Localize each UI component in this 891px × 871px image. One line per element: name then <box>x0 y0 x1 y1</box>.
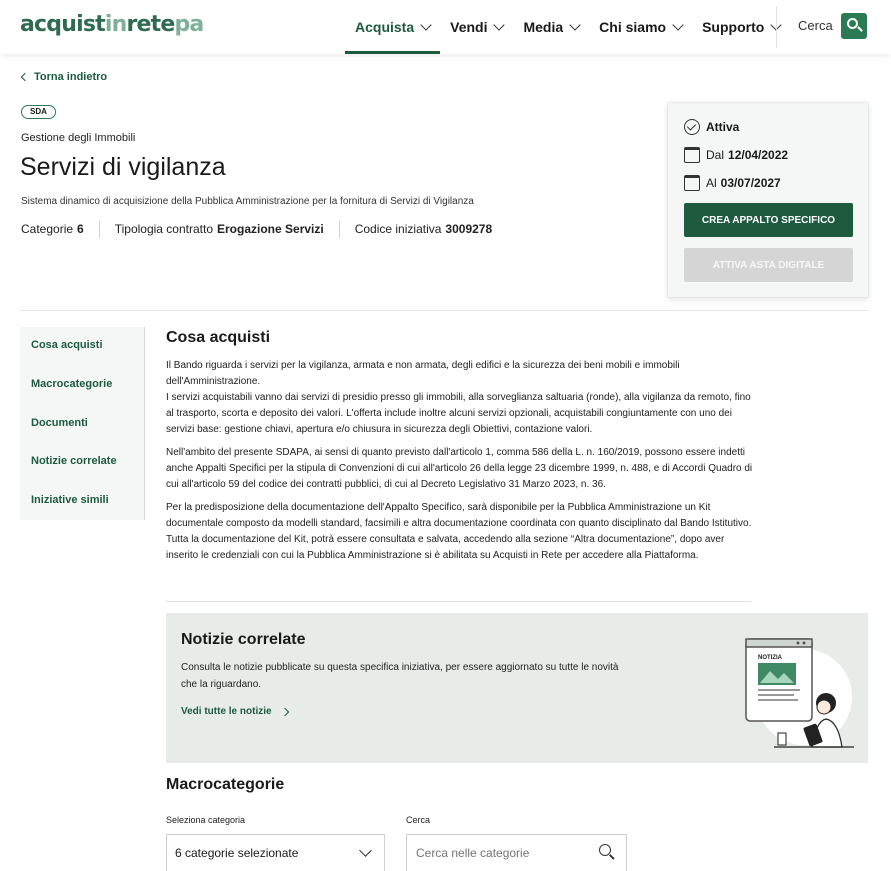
nav-item-vendi[interactable]: Vendi <box>440 0 513 54</box>
create-specific-tender-button[interactable]: CREA APPALTO SPECIFICO <box>684 203 853 237</box>
status-row <box>684 119 739 135</box>
status-label: Attiva <box>706 120 740 134</box>
category-search-input[interactable] <box>406 834 627 871</box>
meta-categorie: Categorie 6 <box>21 222 84 236</box>
chevron-down-icon <box>494 19 505 30</box>
header-divider <box>776 6 777 48</box>
related-news-title: Notizie correlate <box>181 631 306 648</box>
end-date-row: Al 03/07/2027 <box>684 175 781 191</box>
sidenav-item-macrocategorie[interactable]: Macrocategorie <box>31 378 113 390</box>
cosa-acquisti-title: Cosa acquisti <box>166 329 271 346</box>
initiative-type-badge: SDA <box>21 105 56 119</box>
page-sidenav <box>20 327 145 520</box>
meta-codice-iniziativa: Codice iniziativa 3009278 <box>339 220 507 238</box>
see-all-news-link[interactable]: Vedi tutte le notizie <box>181 706 288 717</box>
news-reading-illustration-icon <box>734 635 856 755</box>
calendar-icon <box>684 175 700 191</box>
chevron-right-icon <box>280 707 288 715</box>
activate-digital-auction-button: ATTIVA ASTA DIGITALE <box>684 248 853 282</box>
page-title: Servizi di vigilanza <box>20 153 226 181</box>
sidenav-item-documenti[interactable]: Documenti <box>31 417 88 429</box>
top-header <box>0 0 891 54</box>
select-category-label: Seleziona categoria <box>166 815 246 825</box>
back-link[interactable]: Torna indietro <box>22 71 107 83</box>
calendar-icon <box>684 147 700 163</box>
initiative-category: Gestione degli Immobili <box>21 132 136 144</box>
header-search-button[interactable] <box>841 13 867 39</box>
site-logo[interactable]: acquistinretepa <box>20 12 204 37</box>
sidenav-item-cosa-acquisti[interactable]: Cosa acquisti <box>31 339 103 351</box>
related-news-text: Consulta le notizie pubblicate su questa specifica iniziativa, per essere aggiornato su tutte le novità che la riguardano. <box>181 662 619 690</box>
category-select-value: 6 categorie selezionate <box>175 846 299 860</box>
main-nav <box>345 0 790 54</box>
meta-tipologia-contratto: Tipologia contratto Erogazione Servizi <box>99 220 339 238</box>
header-search-label[interactable]: Cerca <box>798 18 833 33</box>
chevron-down-icon <box>672 19 683 30</box>
cosa-acquisti-paragraph: Nell'ambito del presente SDAPA, ai sensi di quanto previsto dall'articolo 1, comma 586 della L. n. 160/2019, possono essere indetti anche Appalti Specifici per la stipula di Convenzioni di cui all'articolo 26 della legge 23 dicembre 1999, n. 488, e di Accordi Quadro di cui all'articolo 59 del codice dei contratti pubblici, di cui al Decreto Legislativo 31 Marzo 2023, n. 36. <box>166 447 753 490</box>
section-divider <box>20 310 868 311</box>
nav-item-chi-siamo[interactable]: Chi siamo <box>589 0 692 54</box>
macrocategorie-title: Macrocategorie <box>166 776 285 793</box>
cosa-acquisti-paragraph: Il Bando riguarda i servizi per la vigilanza, armata e non armata, degli edifici e la sicurezza dei beni mobili e immobili dell'Amministrazione. <box>166 360 680 387</box>
nav-item-supporto[interactable]: Supporto <box>692 0 790 54</box>
related-news-box <box>166 613 868 763</box>
search-category-label: Cerca <box>406 815 431 825</box>
nav-item-acquista[interactable]: Acquista <box>345 0 440 54</box>
chevron-down-icon <box>420 19 431 30</box>
cosa-acquisti-paragraph: I servizi acquistabili vanno dai servizi di presidio presso gli immobili, alla sorveglianza saltuaria (ronde), alla vigilanza da remoto, fino al trasporto, scorta e deposito dei valori. L'offerta include inoltre alcuni servizi opzionali, acquistabili congiuntamente con uno dei servizi base: gestione chiavi, apertura e/o chiusura in sicurezza degli Obiettivi, contazione valori. <box>166 392 751 435</box>
chevron-down-icon <box>359 844 372 857</box>
sidenav-item-notizie-correlate[interactable]: Notizie correlate <box>31 455 117 467</box>
content-divider <box>166 601 751 602</box>
initiative-meta <box>21 220 507 238</box>
nav-item-media[interactable]: Media <box>513 0 589 54</box>
page-subtitle: Sistema dinamico di acquisizione della Pubblica Amministrazione per la fornitura di Servizi di Vigilanza <box>21 196 474 207</box>
chevron-left-icon <box>21 73 29 81</box>
start-date-row: Dal 12/04/2022 <box>684 147 788 163</box>
status-card <box>667 102 869 298</box>
category-select[interactable] <box>166 834 385 871</box>
cosa-acquisti-paragraph: Per la predisposizione della documentazione dell'Appalto Specifico, sarà disponibile per la Pubblica Amministrazione un Kit documentale composto da modelli standard, facsimili e altra documentazione coordinata con quanto disciplinato dal Bando Istitutivo. Tutta la documentazione del Kit, potrà essere consultata e salvata, accedendo alla sezione “Altra documentazione”, dopo aver inserito le credenziali con cui la Pubblica Amministrazione si è abilitata su Acquisti in Rete per accedere alla Piattaforma. <box>166 502 752 561</box>
check-circle-icon <box>684 119 700 135</box>
chevron-down-icon <box>570 19 581 30</box>
illustration-label: NOTIZIA <box>758 655 782 661</box>
sidenav-item-iniziative-simili[interactable]: Iniziative simili <box>31 494 109 506</box>
